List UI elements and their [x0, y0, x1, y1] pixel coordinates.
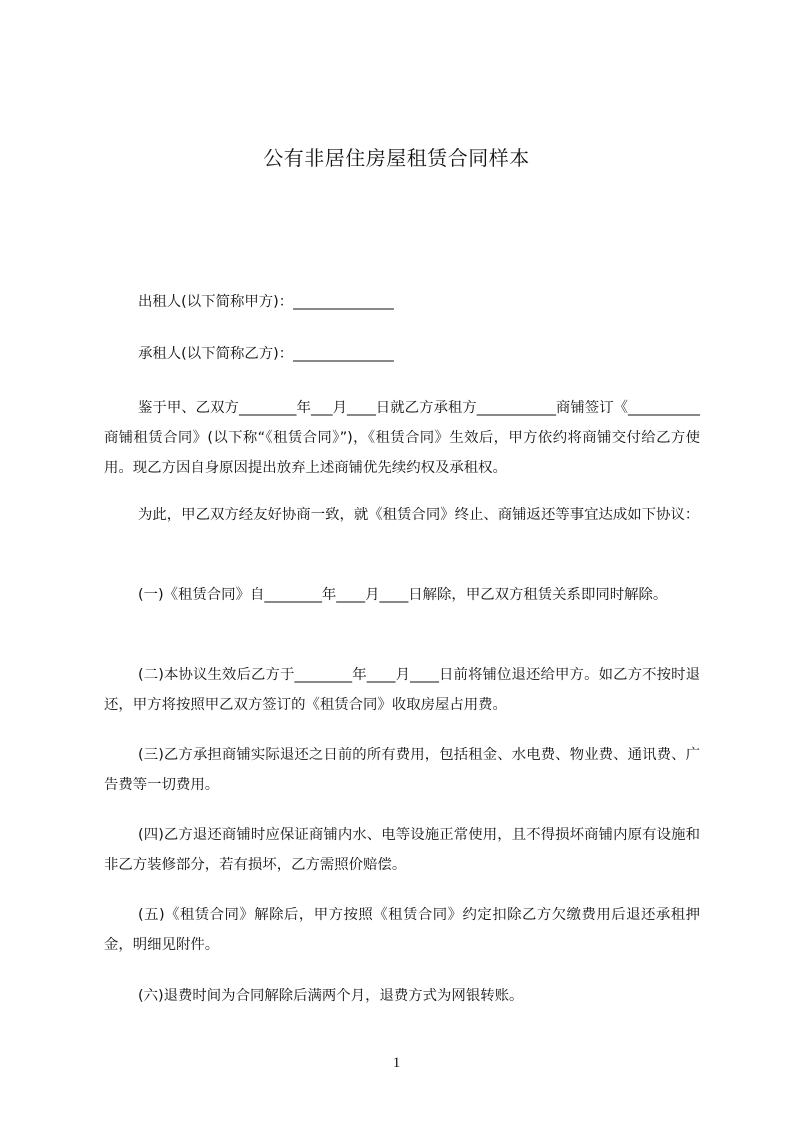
clause-3: (三)乙方承担商铺实际退还之日前的所有费用，包括租金、水电费、物业费、通讯费、广告费等一切费用。 — [104, 747, 700, 793]
clause-6: (六)退费时间为合同解除后满两个月，退费方式为网银转账。 — [138, 988, 524, 1004]
agreement-intro-paragraph: 为此，甲乙双方经友好协商一致，就《租赁合同》终止、商铺返还等事宜达成如下协议： — [138, 507, 700, 523]
page-number: 1 — [392, 1055, 401, 1071]
lessor-line: 出租人(以下简称甲方)：______________ — [138, 294, 394, 310]
clause-1: (一)《租赁合同》自________年____月____日解除，甲乙双方租赁关系即同时解除。 — [138, 587, 668, 603]
lessee-line: 承租人(以下简称乙方)：______________ — [138, 346, 394, 362]
clause-2: (二)本协议生效后乙方于________年____月____日前将铺位退还给甲方。如乙方不按时退还，甲方将按照甲乙双方签订的《租赁合同》收取房屋占用费。 — [104, 667, 700, 713]
clause-4: (四)乙方退还商铺时应保证商铺内水、电等设施正常使用，且不得损坏商铺内原有设施和非乙方装修部分，若有损坏，乙方需照价赔偿。 — [104, 827, 700, 873]
document-title: 公有非居住房屋租赁合同样本 — [263, 146, 530, 170]
clause-5: (五)《租赁合同》解除后，甲方按照《租赁合同》约定扣除乙方欠缴费用后退还承租押金，明细见附件。 — [104, 907, 700, 953]
recital-paragraph: 鉴于甲、乙双方________年___月____日就乙方承租方___________商铺签订《__________商铺租赁合同》(以下称“《租赁合同》”)，《租赁合同》生效后，甲方依约将商铺交付给乙方使用。现乙方因自身原因提出放弃上述商铺优先续约权及承租权。 — [104, 400, 700, 476]
